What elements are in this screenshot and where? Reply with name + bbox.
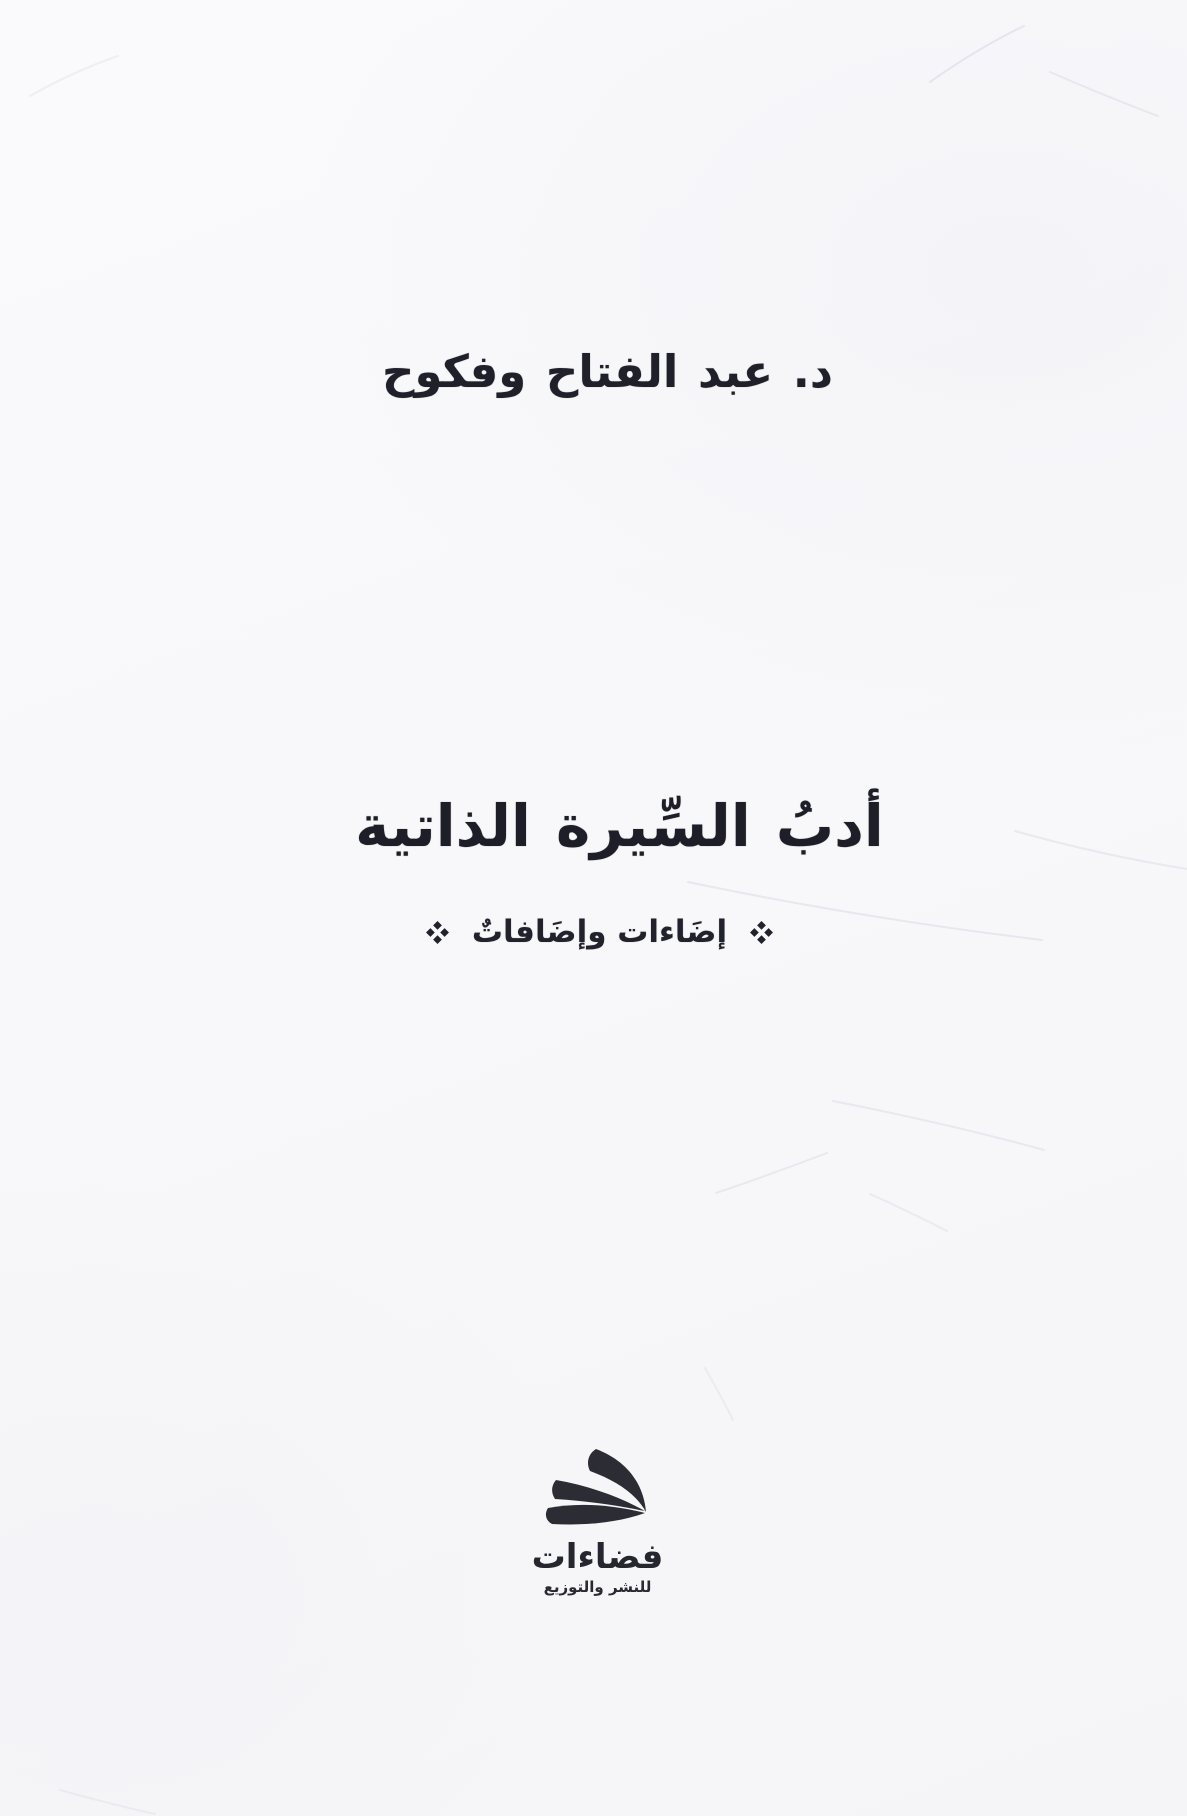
subtitle-text: إضَاءات وإضَافاتٌ	[471, 914, 728, 950]
book-title: أدبُ السِّيرة الذاتية	[355, 792, 884, 860]
publisher-name: فضاءات	[531, 1537, 664, 1577]
book-subtitle	[6, 903, 1187, 962]
author-name: د. عبد الفتاح وفكوح	[382, 345, 833, 398]
diamond-ornament-icon	[749, 920, 774, 945]
publisher-logo-icon	[542, 1449, 654, 1535]
publisher-logo-block	[4, 1449, 1187, 1596]
diamond-ornament-icon	[425, 920, 450, 945]
publisher-tagline: للنشر والتوزيع	[543, 1578, 652, 1596]
